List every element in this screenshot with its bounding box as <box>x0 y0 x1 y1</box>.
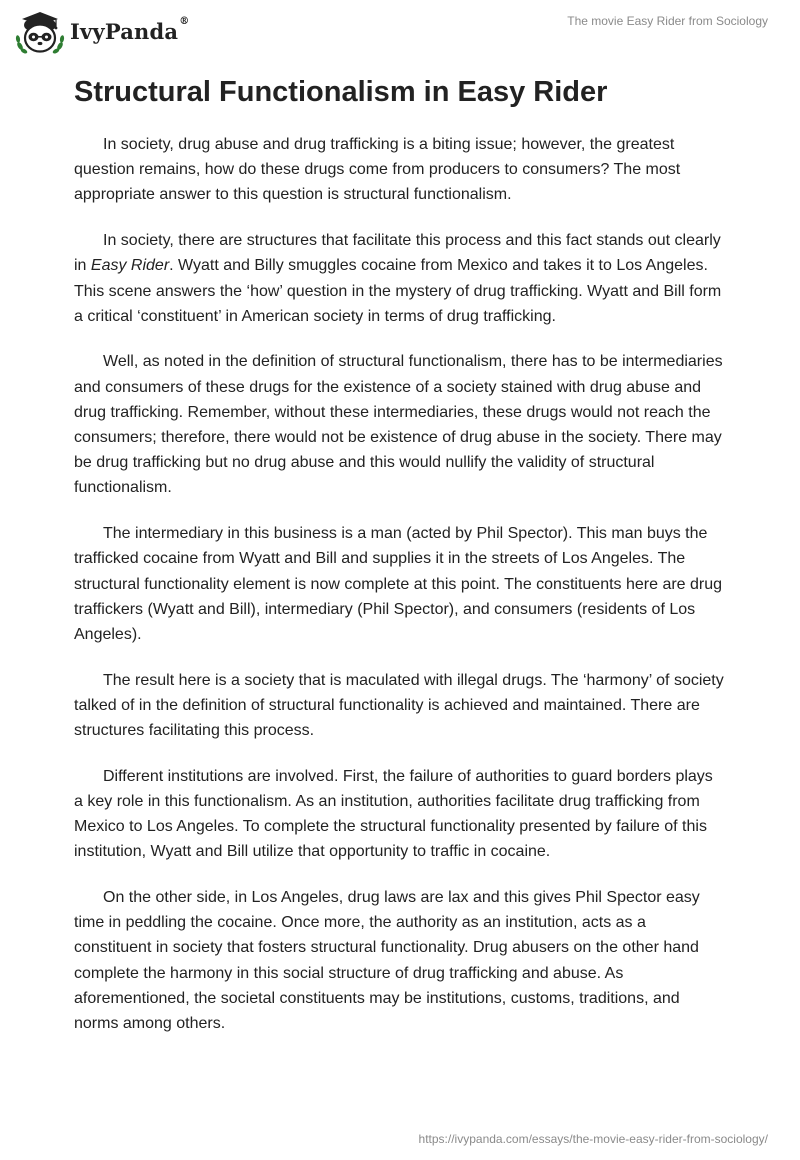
paragraph: On the other side, in Los Angeles, drug laws are lax and this gives Phil Spector easy time in peddling the cocaine. Once more, the authority as an institution, acts as a constituent in society that fosters structural functionality. Drug abusers on the other hand complete the harmony in this social structure of drug trafficking and abuse. As aforementioned, the societal constituents may be institutions, customs, traditions, and norms among others. <box>74 889 700 1033</box>
registered-mark: ® <box>179 15 190 27</box>
paragraph: Well, as noted in the definition of structural functionalism, there has to be intermediaries and consumers of these drugs for the existence of a society stained with drug abuse and drug trafficking. Remember, without these intermediaries, these drugs would not reach the consumers; therefore, there would not be existence of drug abuse in the society. There may be drug trafficking but no drug abuse and this would nullify the validity of structural functionalism. <box>74 353 723 497</box>
article-body <box>74 132 724 1057</box>
paragraph: The result here is a society that is maculated with illegal drugs. The ‘harmony’ of society talked of in the definition of structural functionality is achieved and maintained. There are structures facilitating this process. <box>74 671 724 740</box>
brand-logo[interactable] <box>14 10 189 56</box>
film-title: Easy Rider <box>90 257 170 275</box>
page-header <box>0 0 800 64</box>
source-url[interactable]: https://ivypanda.com/essays/the-movie-easy-rider-from-sociology/ <box>418 1132 768 1146</box>
source-label: The movie Easy Rider from Sociology <box>567 14 768 28</box>
paragraph: In society, drug abuse and drug trafficking is a biting issue; however, the greatest question remains, how do these drugs come from producers to consumers? The most appropriate answer to this question is structural functionalism. <box>74 136 681 204</box>
paragraph: The intermediary in this business is a man (acted by Phil Spector). This man buys the trafficked cocaine from Wyatt and Bill and supplies it in the streets of Los Angeles. The structural functionality element is now complete at this point. The constituents here are drug traffickers (Wyatt and Bill), intermediary (Phil Spector), and consumers (residents of Los Angeles). <box>74 525 723 643</box>
paragraph <box>74 228 724 329</box>
paragraph-text: In society, there are structures that facilitate this process and this fact stands out clearly in <box>74 232 721 275</box>
panda-graduate-icon <box>14 10 66 56</box>
paragraph-text: . Wyatt and Billy smuggles cocaine from Mexico and takes it to Los Angeles. This scene answers the ‘how’ question in the mystery of drug trafficking. Wyatt and Bill form a critical ‘constituent’ in American society in terms of drug trafficking. <box>74 257 722 325</box>
page-title: Structural Functionalism in Easy Rider <box>74 76 608 108</box>
paragraph: Different institutions are involved. First, the failure of authorities to guard borders plays a key role in this functionalism. As an institution, authorities facilitate drug trafficking from Mexico to Los Angeles. To complete the structural functionality presented by failure of this institution, Wyatt and Bill utilize that opportunity to traffic in cocaine. <box>74 767 713 861</box>
brand-name: IvyPanda® <box>70 15 190 44</box>
